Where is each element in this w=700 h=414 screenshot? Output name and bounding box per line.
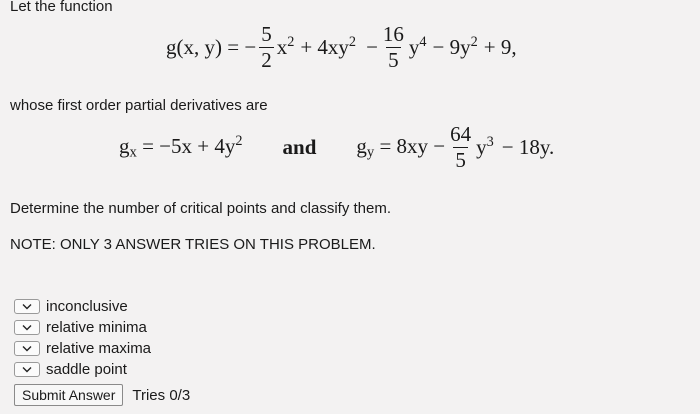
choice-dropdown[interactable]	[14, 320, 40, 335]
choice-inconclusive	[14, 296, 151, 317]
equation-term: + 9,	[483, 35, 517, 59]
choice-dropdown[interactable]	[14, 341, 40, 356]
intro-text: Let the function	[10, 0, 113, 15]
choice-saddle-point	[14, 359, 151, 380]
and-word: and	[282, 135, 317, 159]
choice-label: saddle point	[46, 361, 127, 378]
partial-derivatives	[119, 124, 554, 171]
fraction-numerator: 64	[450, 122, 472, 146]
answer-choices	[14, 296, 151, 380]
choice-label: relative maxima	[46, 340, 152, 357]
choice-label: relative minima	[46, 319, 147, 336]
choice-dropdown[interactable]	[14, 299, 40, 314]
choice-relative-minima	[14, 317, 151, 338]
chevron-down-icon	[22, 345, 32, 352]
equation-term: $y^4$	[408, 34, 427, 59]
choice-relative-maxima	[14, 338, 151, 359]
chevron-down-icon	[22, 324, 32, 331]
function-equation	[166, 24, 517, 71]
fraction-5-2	[259, 24, 274, 71]
derivatives-intro: whose first order partial derivatives are	[10, 97, 268, 114]
submit-answer-button[interactable]: Submit Answer	[14, 384, 123, 406]
choice-dropdown[interactable]	[14, 362, 40, 377]
fraction-16-5	[381, 24, 406, 71]
equation-lhs: g(x, y) = −	[166, 35, 257, 59]
fraction-numerator: 5	[261, 22, 272, 46]
chevron-down-icon	[22, 366, 32, 373]
gy-equation: $g_y = 8xy$ −	[356, 133, 446, 161]
fraction-denominator: 2	[261, 48, 272, 72]
equation-term: − $9y^2$	[432, 34, 478, 59]
gy-term: $y^3$	[476, 134, 494, 159]
equation-term: + $4xy^2$	[300, 34, 357, 59]
equation-operator: −	[366, 35, 378, 59]
gx-equation: $g_x = -5x + 4y^2$	[119, 132, 243, 161]
gy-tail: − 18y.	[501, 135, 555, 159]
chevron-down-icon	[22, 303, 32, 310]
tries-counter: Tries 0/3	[132, 386, 191, 404]
note-text: NOTE: ONLY 3 ANSWER TRIES ON THIS PROBLEM.	[10, 236, 376, 253]
fraction-denominator: 5	[388, 48, 399, 72]
submit-row	[14, 384, 190, 406]
choice-label: inconclusive	[46, 298, 128, 315]
fraction-64-5	[448, 124, 473, 171]
fraction-denominator: 5	[455, 148, 466, 172]
equation-term: $x^2$	[276, 34, 295, 59]
fraction-numerator: 16	[382, 22, 404, 46]
question-text: Determine the number of critical points and classify them.	[10, 200, 391, 217]
